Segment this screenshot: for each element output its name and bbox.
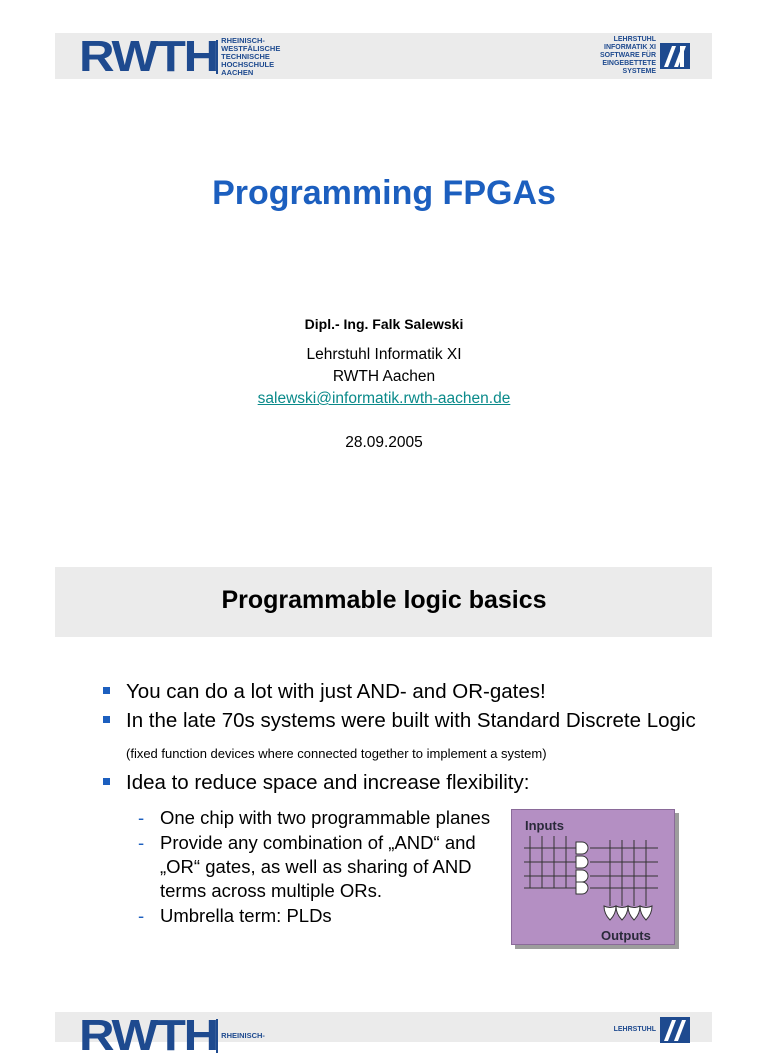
rwth-logo-letters: RWTH bbox=[79, 1011, 217, 1060]
page-header bbox=[55, 33, 712, 79]
affiliation-chair: Lehrstuhl Informatik XI bbox=[306, 346, 462, 363]
chair-emblem-icon bbox=[660, 41, 690, 71]
rwth-word: RHEINISCH- bbox=[221, 1030, 265, 1040]
rwth-logo-words bbox=[221, 1032, 265, 1040]
rwth-word: WESTFÄLISCHE bbox=[221, 43, 281, 53]
chair-emblem-icon bbox=[660, 1015, 690, 1045]
pld-inputs-label: Inputs bbox=[525, 818, 564, 833]
bullet-list bbox=[100, 677, 720, 797]
slide-title: Programmable logic basics bbox=[221, 586, 547, 614]
email-link[interactable]: salewski@informatik.rwth-aachen.de bbox=[257, 390, 511, 407]
dash-marker: - bbox=[138, 832, 145, 853]
sub-bullet-list bbox=[138, 806, 498, 929]
page-title: Programming FPGAs bbox=[212, 174, 556, 212]
chair-logo bbox=[600, 36, 690, 76]
chair-word: SYSTEME bbox=[622, 68, 656, 76]
bullet-item bbox=[100, 768, 720, 797]
bullet-item bbox=[100, 677, 720, 706]
rwth-word: TECHNISCHE bbox=[221, 51, 270, 61]
dash-marker: - bbox=[138, 905, 145, 926]
chair-word: INFORMATIK XI bbox=[604, 44, 656, 52]
chair-word: LEHRSTUHL bbox=[613, 1025, 656, 1033]
rwth-logo bbox=[79, 32, 281, 81]
chair-logo-words bbox=[614, 1026, 656, 1034]
bullet-text: You can do a lot with just AND- and OR-gates! bbox=[126, 680, 546, 703]
dash-marker: - bbox=[138, 807, 145, 828]
chair-logo-words bbox=[600, 36, 656, 76]
bullet-square-icon bbox=[103, 716, 110, 723]
next-page-header bbox=[55, 1011, 712, 1060]
pld-diagram bbox=[511, 809, 675, 945]
bullet-item bbox=[100, 706, 720, 768]
bullet-square-icon bbox=[103, 687, 110, 694]
chair-word: SOFTWARE FÜR bbox=[600, 52, 656, 60]
sub-bullet-item bbox=[138, 904, 498, 928]
sub-bullet-item bbox=[138, 831, 498, 903]
sub-bullet-text: Provide any combination of „AND“ and „OR“ gates, as well as sharing of AND terms across multiple ORs. bbox=[160, 832, 476, 901]
chair-word: EINGEBETTETE bbox=[602, 60, 656, 68]
pld-outputs-label: Outputs bbox=[601, 928, 651, 943]
rwth-logo-letters: RWTH bbox=[79, 32, 217, 81]
affiliation-university: RWTH Aachen bbox=[332, 368, 436, 385]
chair-logo bbox=[614, 1015, 690, 1045]
rwth-word: RHEINISCH- bbox=[221, 35, 265, 45]
rwth-word: AACHEN bbox=[221, 68, 254, 78]
sub-bullet-text: One chip with two programmable planes bbox=[160, 807, 491, 828]
sub-bullet-item bbox=[138, 806, 498, 830]
chair-word: LEHRSTUHL bbox=[613, 36, 656, 43]
bullet-text: In the late 70s systems were built with Standard Discrete Logic bbox=[126, 709, 696, 732]
author-name: Dipl.- Ing. Falk Salewski bbox=[304, 316, 464, 332]
presentation-date: 28.09.2005 bbox=[345, 434, 423, 451]
bullet-text: Idea to reduce space and increase flexibility: bbox=[126, 771, 530, 794]
sub-bullet-text: Umbrella term: PLDs bbox=[160, 905, 332, 926]
bullet-square-icon bbox=[103, 778, 110, 785]
rwth-logo bbox=[79, 1011, 265, 1060]
rwth-word: HOCHSCHULE bbox=[221, 60, 275, 70]
rwth-logo-words bbox=[221, 37, 280, 78]
bullet-note: (fixed function devices where connected together to implement a system) bbox=[126, 746, 547, 761]
